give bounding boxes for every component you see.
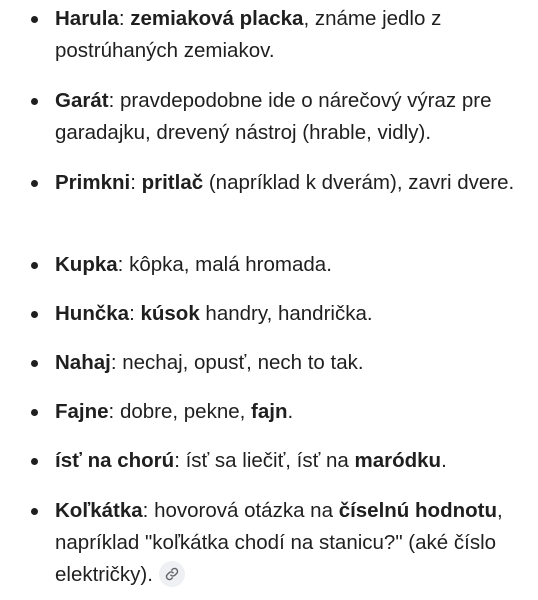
bold-phrase: kúsok [140,302,200,325]
term: Harula [55,7,119,30]
description: , napríklad "koľkátka chodí na stanicu?" (aké číslo električky). [55,499,503,586]
bold-phrase: číselnú hodnotu [338,499,497,522]
description: pravdepodobne ide o nárečový výraz pre garadajku, drevený nástroj (hrable, vidly). [55,89,492,144]
bold-phrase: pritlač [141,171,204,194]
term: Nahaj [55,351,111,374]
item-text: Nahaj: nechaj, opusť, nech to tak. [55,351,364,374]
bullet [31,98,38,105]
bullet [31,16,38,23]
description-start: ísť sa liečiť, ísť na [185,449,355,472]
bullet [31,508,38,515]
description-start: dobre, pekne, [119,400,252,423]
term: Garát [55,89,109,112]
description: nechaj, opusť, nech to tak. [122,351,364,374]
bullet [31,360,38,367]
term: Fajne [55,400,109,423]
source-link-button[interactable] [159,561,185,587]
description-start: hovorová otázka na [154,499,339,522]
bold-phrase: zemiaková placka [130,7,304,30]
item-text: Koľkátka: hovorová otázka na číselnú hodnotu, napríklad "koľkátka chodí na stanicu?" (aké číslo električky). [55,499,503,586]
item-text: Hunčka: kúsok handry, handrička. [55,302,373,325]
bullet [31,180,38,187]
bullet [31,458,38,465]
term: Hunčka [55,302,130,325]
description: . [287,400,294,423]
description: (napríklad k dverám), zavri dvere. [203,171,515,194]
bold-phrase: maródku [354,449,442,472]
item-text: ísť na chorú: ísť sa liečiť, ísť na maródku. [55,449,447,472]
description: kôpka, malá hromada. [129,253,332,276]
term: Kupka [55,253,118,276]
item-text: Fajne: dobre, pekne, fajn. [55,400,294,423]
bold-phrase: fajn [251,400,288,423]
description: handry, handrička. [199,302,373,325]
item-text: Garát: pravdepodobne ide o nárečový výraz pre garadajku, drevený nástroj (hrable, vidly). [55,89,492,144]
bullet [31,262,38,269]
link-icon [165,567,179,581]
bullet [31,409,38,416]
term: Primkni [55,171,131,194]
term: Koľkátka [55,499,143,522]
bullet [31,311,38,318]
item-text: Kupka: kôpka, malá hromada. [55,253,332,276]
item-text: Harula: zemiaková placka, známe jedlo z postrúhaných zemiakov. [55,7,442,62]
description: , známe jedlo z postrúhaných zemiakov. [55,7,442,62]
description: . [441,449,447,472]
item-text: Primkni: pritlač (napríklad k dverám), zavri dvere. [55,171,515,194]
term: ísť na chorú [55,449,175,472]
